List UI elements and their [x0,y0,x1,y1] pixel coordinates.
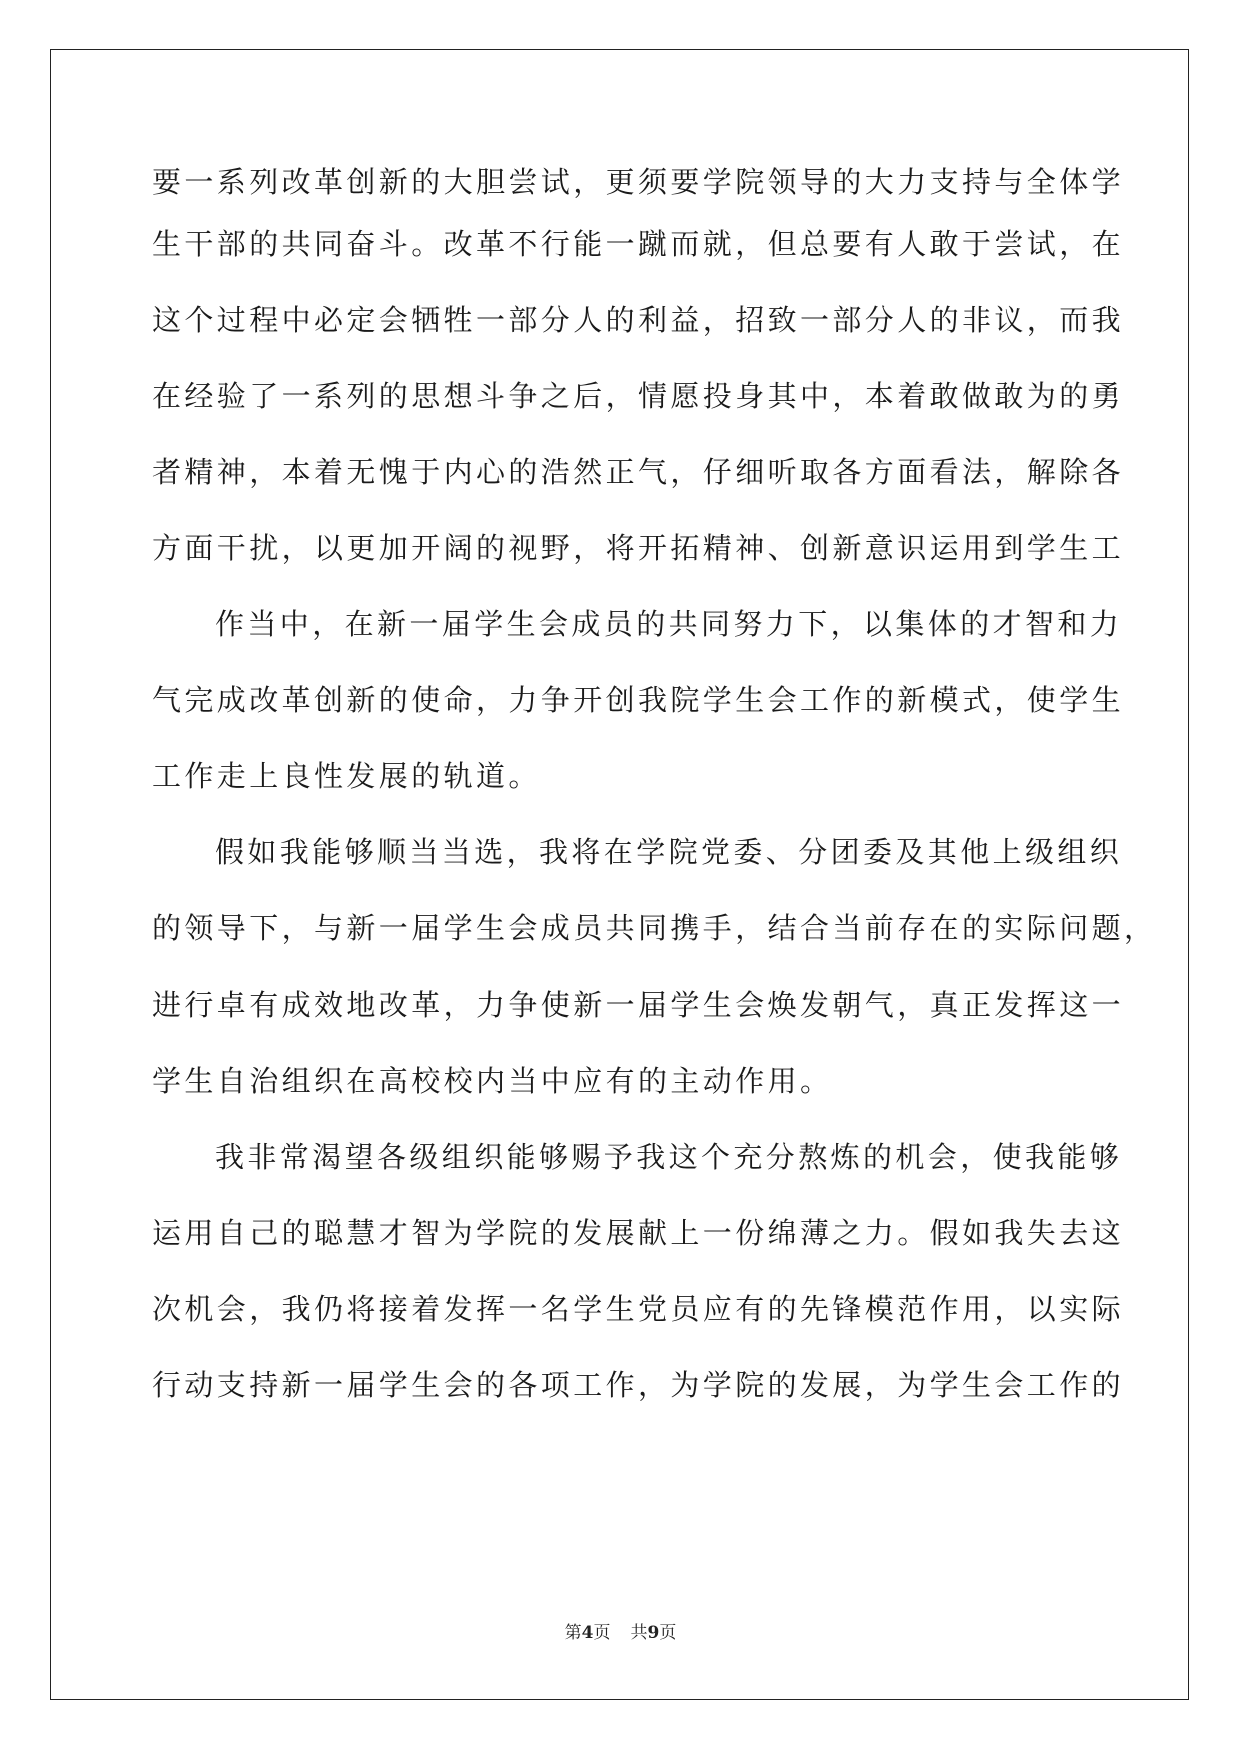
text-line: 行动支持新一届学生会的各项工作，为学院的发展，为学生会工作的 [152,1368,1125,1402]
page-label-suffix: 页 [593,1623,611,1643]
total-pages: 9 [647,1623,660,1643]
text-line: 学生自治组织在高校校内当中应有的主动作用。 [152,1064,833,1098]
text-line: 方面干扰，以更加开阔的视野，将开拓精神、创新意识运用到学生工 [152,531,1125,565]
text-line: 要一系列改革创新的大胆尝试，更须要学院领导的大力支持与全体学 [152,165,1125,199]
total-label-prefix: 共 [630,1623,648,1643]
page-number: 4 [581,1623,594,1643]
text-line: 运用自己的聪慧才智为学院的发展献上一份绵薄之力。假如我失去这 [152,1216,1125,1250]
text-line: 者精神，本着无愧于内心的浩然正气，仔细听取各方面看法，解除各 [152,455,1125,489]
text-line: 气完成改革创新的使命，力争开创我院学生会工作的新模式，使学生 [152,683,1125,717]
text-line: 工作走上良性发展的轨道。 [152,759,541,793]
paragraph-start: 假如我能够顺当当选，我将在学院党委、分团委及其他上级组织 [215,835,1123,869]
text-line: 进行卓有成效地改革，力争使新一届学生会焕发朝气，真正发挥这一 [152,988,1125,1022]
text-line: 生干部的共同奋斗。改革不行能一蹴而就，但总要有人敢于尝试，在 [152,227,1125,261]
page-label-prefix: 第 [564,1623,582,1643]
text-line: 在经验了一系列的思想斗争之后，情愿投身其中，本着敢做敢为的勇 [152,379,1125,413]
text-line: 这个过程中必定会牺牲一部分人的利益，招致一部分人的非议，而我 [152,303,1125,337]
page-border [50,49,1189,1700]
text-line: 的领导下，与新一届学生会成员共同携手，结合当前存在的实际问题， [152,911,1157,945]
text-line: 作当中，在新一届学生会成员的共同努力下，以集体的才智和力 [215,607,1123,641]
total-label-suffix: 页 [659,1623,677,1643]
text-line: 次机会，我仍将接着发挥一名学生党员应有的先锋模范作用，以实际 [152,1292,1125,1326]
page-footer [0,1621,1241,1645]
paragraph-start: 我非常渴望各级组织能够赐予我这个充分熬炼的机会，使我能够 [215,1140,1123,1174]
